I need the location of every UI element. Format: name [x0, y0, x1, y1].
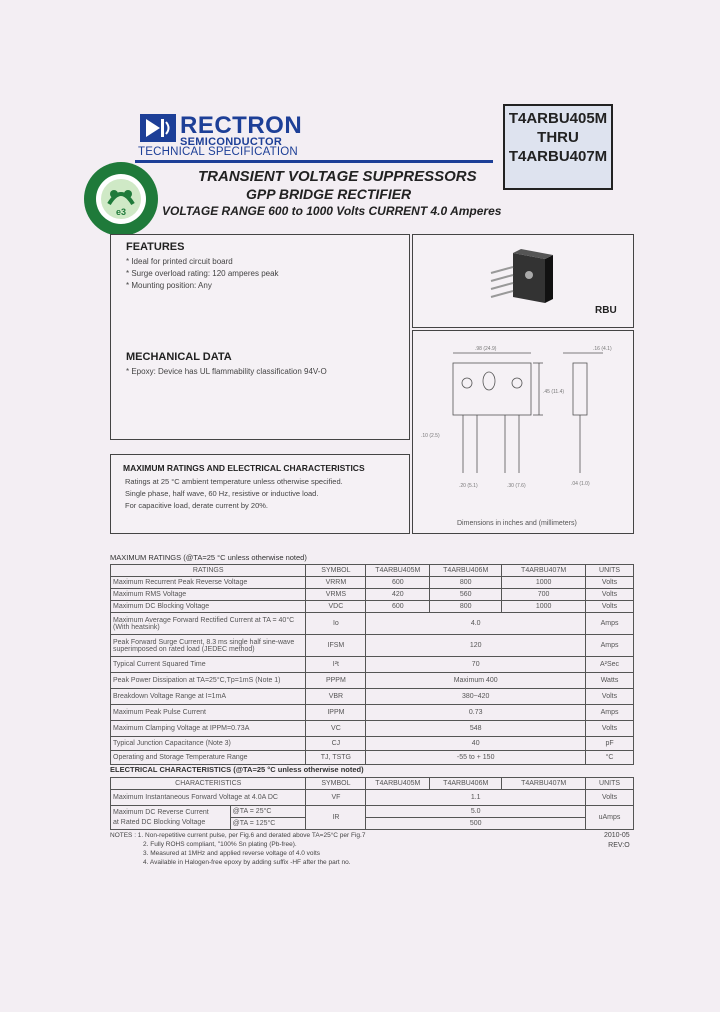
voltage-current-range: VOLTAGE RANGE 600 to 1000 Volts CURRENT 4.0 Amperes	[162, 204, 502, 218]
svg-text:.30 (7.6): .30 (7.6)	[507, 483, 526, 489]
value-cell: 1000	[502, 577, 586, 589]
column-header: RATINGS	[111, 565, 306, 577]
package-label: RBU	[595, 305, 617, 316]
feature-item: * Surge overload rating: 120 amperes peak	[126, 269, 279, 278]
table-row	[111, 635, 634, 657]
column-header: UNITS	[586, 565, 634, 577]
ratings-summary-section	[110, 454, 410, 534]
mechanical-data-title: MECHANICAL DATA	[126, 351, 232, 363]
symbol-cell: Io	[306, 613, 366, 635]
value-cell: 420	[366, 589, 430, 601]
rating-cell: Maximum DC Blocking Voltage	[111, 601, 306, 613]
symbol-cell: VF	[306, 790, 366, 806]
value-cell: 500	[366, 818, 586, 830]
table-row	[111, 601, 634, 613]
title-line-1: TRANSIENT VOLTAGE SUPPRESSORS	[198, 168, 477, 185]
features-title: FEATURES	[126, 241, 185, 253]
column-header: T4ARBU407M	[502, 565, 586, 577]
unit-cell: Watts	[586, 673, 634, 689]
table-row	[111, 613, 634, 635]
value-cell: 4.0	[366, 613, 586, 635]
value-cell: 548	[366, 721, 586, 737]
value-cell: -55 to + 150	[366, 751, 586, 765]
column-header: SYMBOL	[306, 565, 366, 577]
ratings-summary-title: MAXIMUM RATINGS AND ELECTRICAL CHARACTERISTICS	[123, 463, 365, 473]
value-cell: 1000	[502, 601, 586, 613]
unit-cell: °C	[586, 751, 634, 765]
unit-cell: Amps	[586, 613, 634, 635]
characteristic-cell	[111, 806, 231, 830]
symbol-cell: PPPM	[306, 673, 366, 689]
unit-cell: Volts	[586, 689, 634, 705]
value-cell: 560	[430, 589, 502, 601]
feature-item: * Ideal for printed circuit board	[126, 257, 233, 266]
rating-cell: Peak Power Dissipation at TA=25°C,Tp=1mS (Note 1)	[111, 673, 306, 689]
unit-cell: pF	[586, 737, 634, 751]
ratings-summary-line: For capacitive load, derate current by 20%.	[125, 501, 268, 510]
column-header: CHARACTERISTICS	[111, 778, 306, 790]
unit-cell: Amps	[586, 705, 634, 721]
feature-item: * Mounting position: Any	[126, 281, 212, 290]
table-row	[111, 689, 634, 705]
value-cell: 800	[430, 577, 502, 589]
column-header: T4ARBU405M	[366, 778, 430, 790]
symbol-cell: IFSM	[306, 635, 366, 657]
note-line: 4. Available in Halogen-free epoxy by adding suffix -HF after the part no.	[143, 859, 351, 866]
electrical-characteristics-caption: ELECTRICAL CHARACTERISTICS (@TA=25 °C unless otherwise noted)	[110, 765, 364, 774]
value-cell: 120	[366, 635, 586, 657]
symbol-cell: IR	[306, 806, 366, 830]
column-header: T4ARBU406M	[430, 778, 502, 790]
table-row	[111, 751, 634, 765]
symbol-cell: TJ, TSTG	[306, 751, 366, 765]
rating-cell: Maximum Recurrent Peak Reverse Voltage	[111, 577, 306, 589]
svg-text:e3: e3	[115, 207, 127, 217]
svg-text:.16 (4.1): .16 (4.1)	[593, 346, 612, 352]
rbu-package-icon	[483, 249, 573, 311]
value-cell: 700	[502, 589, 586, 601]
max-ratings-table	[110, 564, 634, 765]
reverse-current-label: at Rated DC Blocking Voltage	[113, 818, 206, 826]
unit-cell: Volts	[586, 589, 634, 601]
dimension-drawing-section	[412, 330, 634, 534]
symbol-cell: VBR	[306, 689, 366, 705]
rating-cell: Typical Current Squared Time	[111, 657, 306, 673]
condition-cell: @TA = 25°C	[230, 806, 306, 818]
rating-cell: Maximum Average Forward Rectified Current at TA = 40°C (With heatsink)	[111, 613, 306, 635]
technical-specification-label: TECHNICAL SPECIFICATION	[138, 146, 298, 158]
symbol-cell: VC	[306, 721, 366, 737]
symbol-cell: VRRM	[306, 577, 366, 589]
value-cell: 600	[366, 577, 430, 589]
condition-cell: @TA = 125°C	[230, 818, 306, 830]
unit-cell: Volts	[586, 790, 634, 806]
svg-text:.04 (1.0): .04 (1.0)	[571, 481, 590, 487]
unit-cell: A²Sec	[586, 657, 634, 673]
rating-cell: Breakdown Voltage Range at I=1mA	[111, 689, 306, 705]
revision-code: REV:O	[608, 842, 630, 849]
symbol-cell: CJ	[306, 737, 366, 751]
value-cell: Maximum 400	[366, 673, 586, 689]
table-row	[111, 589, 634, 601]
title-line-2: GPP BRIDGE RECTIFIER	[246, 186, 412, 202]
brand-name: RECTRON	[180, 112, 303, 139]
value-cell: 600	[366, 601, 430, 613]
note-line: NOTES : 1. Non-repetitive current pulse, per Fig.6 and derated above TA=25°C per Fig.7	[110, 832, 366, 839]
rating-cell: Operating and Storage Temperature Range	[111, 751, 306, 765]
value-cell: 380~420	[366, 689, 586, 705]
reverse-current-label: Maximum DC Reverse Current	[113, 808, 209, 816]
rohs-halogen-free-badge-icon	[82, 160, 160, 238]
note-line: 2. Fully ROHS compliant, "100% Sn plating (Pb-free).	[143, 841, 297, 848]
value-cell: 1.1	[366, 790, 586, 806]
notes-section	[110, 831, 365, 867]
rating-cell: Maximum Peak Pulse Current	[111, 705, 306, 721]
value-cell: 800	[430, 601, 502, 613]
table-header-row	[111, 565, 634, 577]
mechanical-item: * Epoxy: Device has UL flammability classification 94V-O	[126, 367, 327, 376]
svg-text:.20 (5.1): .20 (5.1)	[459, 483, 478, 489]
value-cell: 5.0	[366, 806, 586, 818]
column-header: T4ARBU406M	[430, 565, 502, 577]
brand-subtitle: SEMICONDUCTOR	[180, 136, 283, 148]
rectron-logo-icon	[140, 114, 176, 142]
features-section	[110, 234, 410, 440]
ratings-summary-line: Single phase, half wave, 60 Hz, resistive or inductive load.	[125, 489, 319, 498]
column-header: SYMBOL	[306, 778, 366, 790]
revision-block	[604, 831, 630, 851]
table-row	[111, 705, 634, 721]
symbol-cell: IPPM	[306, 705, 366, 721]
table-row	[111, 721, 634, 737]
table-row	[111, 657, 634, 673]
revision-date: 2010-05	[604, 832, 630, 839]
table-row	[111, 806, 634, 818]
part-number-end: T4ARBU407M	[508, 148, 608, 165]
svg-text:.45 (11.4): .45 (11.4)	[543, 389, 565, 395]
note-line: 3. Measured at 1MHz and applied reverse voltage of 4.0 volts	[143, 850, 321, 857]
header-divider	[135, 160, 493, 163]
rating-cell: Typical Junction Capacitance (Note 3)	[111, 737, 306, 751]
unit-cell: uAmps	[586, 806, 634, 830]
part-number-box	[503, 104, 613, 190]
unit-cell: Volts	[586, 721, 634, 737]
max-ratings-caption: MAXIMUM RATINGS (@TA=25 °C unless otherwise noted)	[110, 553, 307, 562]
table-row	[111, 737, 634, 751]
unit-cell: Volts	[586, 577, 634, 589]
characteristic-cell: Maximum Instantaneous Forward Voltage at 4.0A DC	[111, 790, 306, 806]
ratings-summary-line: Ratings at 25 °C ambient temperature unless otherwise specified.	[125, 477, 343, 486]
table-row	[111, 790, 634, 806]
value-cell: 70	[366, 657, 586, 673]
symbol-cell: VDC	[306, 601, 366, 613]
dimensions-note: Dimensions in inches and (millimeters)	[457, 520, 577, 527]
rating-cell: Maximum RMS Voltage	[111, 589, 306, 601]
column-header: T4ARBU407M	[502, 778, 586, 790]
rating-cell: Maximum Clamping Voltage at IPPM=0.73A	[111, 721, 306, 737]
table-row	[111, 673, 634, 689]
electrical-characteristics-table	[110, 777, 634, 830]
value-cell: 0.73	[366, 705, 586, 721]
svg-text:.10 (2.5): .10 (2.5)	[421, 433, 440, 439]
column-header: T4ARBU405M	[366, 565, 430, 577]
unit-cell: Amps	[586, 635, 634, 657]
dimension-drawing-icon	[413, 331, 633, 511]
table-header-row	[111, 778, 634, 790]
value-cell: 40	[366, 737, 586, 751]
symbol-cell: VRMS	[306, 589, 366, 601]
symbol-cell: I²t	[306, 657, 366, 673]
unit-cell: Volts	[586, 601, 634, 613]
package-image-section	[412, 234, 634, 328]
svg-text:.98 (24.9): .98 (24.9)	[475, 346, 497, 352]
table-row	[111, 577, 634, 589]
rating-cell: Peak Forward Surge Current, 8.3 ms single half sine-wave superimposed on rated load (JEDEC method)	[111, 635, 306, 657]
part-number-start: T4ARBU405M	[508, 110, 608, 127]
part-number-thru: THRU	[537, 129, 579, 146]
column-header: UNITS	[586, 778, 634, 790]
